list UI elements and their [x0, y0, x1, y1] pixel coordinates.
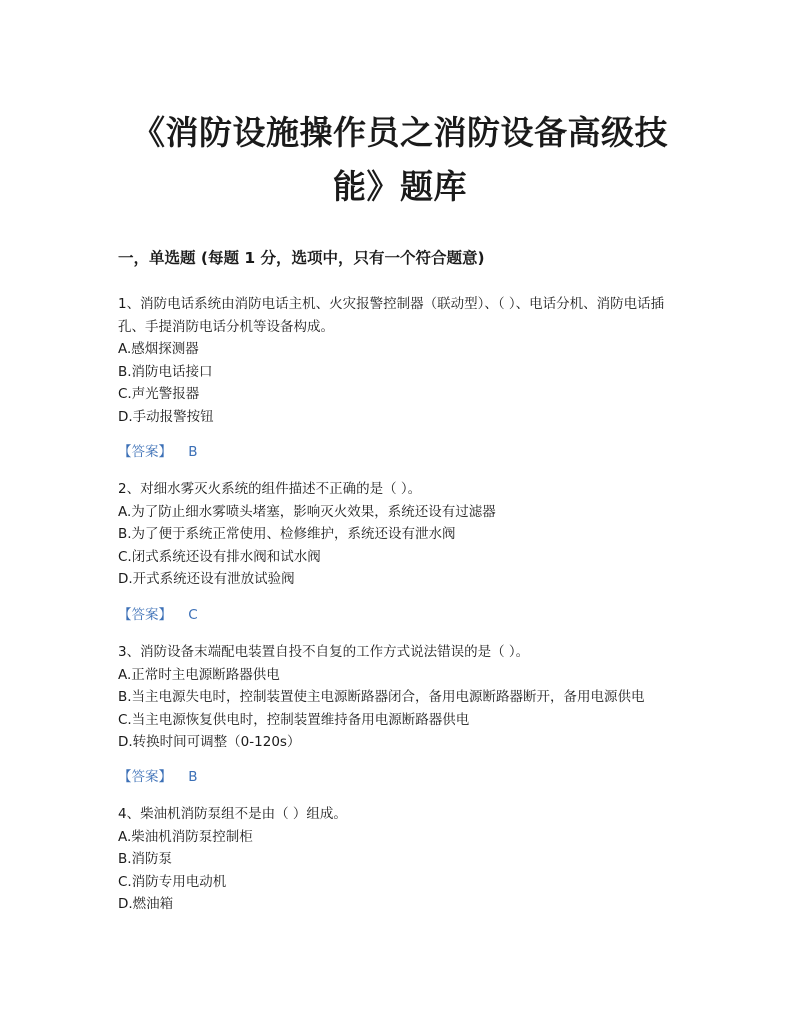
question-stem: 4、柴油机消防泵组不是由（ ）组成。: [118, 806, 347, 822]
option-a: A.柴油机消防泵控制柜: [118, 828, 253, 845]
option-c: C.声光警报器: [118, 386, 200, 402]
question-stem: 3、消防设备末端配电装置自投不自复的工作方式说法错误的是（ ）。: [118, 644, 530, 660]
option-b: B.为了便于系统正常使用、检修维护，系统还设有泄水阀: [118, 526, 456, 542]
answer-2: [118, 604, 198, 626]
question-stem: 2、对细水雾灭火系统的组件描述不正确的是（ ）。: [118, 481, 422, 497]
section-heading: 一，单选题 (每题 1 分，选项中，只有一个符合题意): [118, 249, 485, 267]
answer-value: B: [188, 444, 198, 460]
option-d: D.转换时间可调整（0-120s）: [118, 734, 301, 750]
option-d: D.燃油箱: [118, 896, 174, 912]
answer-label: 【答案】: [118, 444, 172, 460]
option-c: C.当主电源恢复供电时，控制装置维持备用电源断路器供电: [118, 711, 470, 728]
answer-value: C: [188, 607, 198, 623]
option-d: D.开式系统还设有泄放试验阀: [118, 571, 295, 587]
answer-label: 【答案】: [118, 607, 172, 623]
option-b: B.消防泵: [118, 851, 173, 867]
answer-3: [118, 766, 198, 788]
option-a: A.感烟探测器: [118, 341, 199, 357]
option-a: A.为了防止细水雾喷头堵塞，影响灭火效果，系统还设有过滤器: [118, 503, 496, 520]
document-title: 《消防设施操作员之消防设备高级技能》题库: [132, 113, 668, 206]
question-4: [118, 803, 688, 916]
answer-value: B: [188, 769, 198, 785]
option-c: C.闭式系统还设有排水阀和试水阀: [118, 548, 321, 565]
question-2: [118, 478, 688, 591]
question-3: [118, 641, 688, 754]
answer-label: 【答案】: [118, 769, 172, 785]
option-b: B.消防电话接口: [118, 363, 213, 380]
option-d: D.手动报警按钮: [118, 408, 214, 425]
question-1: [118, 293, 688, 428]
question-stem: 1、消防电话系统由消防电话主机、火灾报警控制器（联动型）、（ ）、电话分机、消防电话插孔、手提消防电话分机等设备构成。: [118, 296, 665, 335]
option-b: B.当主电源失电时，控制装置使主电源断路器闭合，备用电源断路器断开，备用电源供电: [118, 689, 645, 705]
option-c: C.消防专用电动机: [118, 873, 227, 890]
option-a: A.正常时主电源断路器供电: [118, 666, 280, 683]
answer-1: [118, 441, 198, 463]
